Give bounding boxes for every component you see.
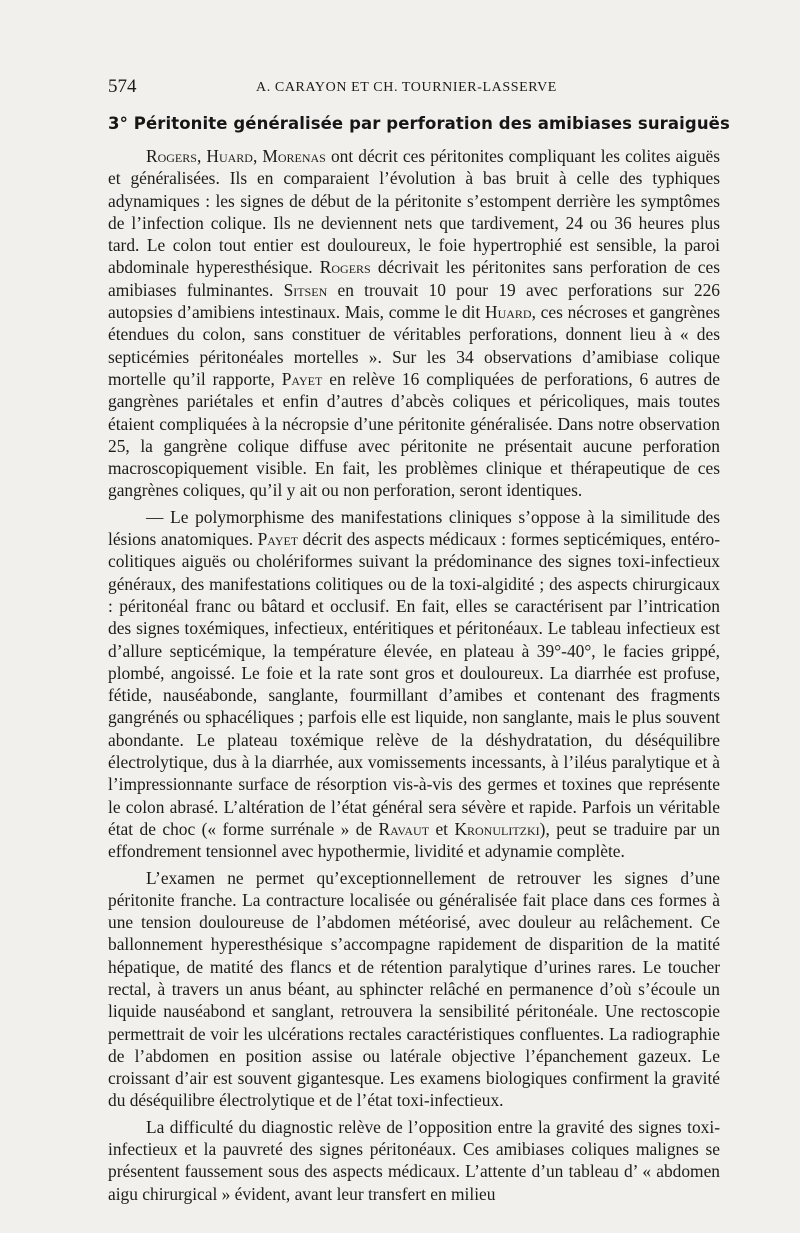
section-heading: 3° Péritonite généralisée par perforation des amibiases suraiguës [108, 114, 730, 133]
paragraph-2 [108, 506, 720, 863]
author-name: Rogers [146, 146, 197, 166]
paragraph-1 [108, 145, 720, 502]
author-name: Payet [281, 368, 323, 389]
text-run: en trouvait 10 pour 19 avec perforations sur 226 autopsies d’amibiens intestinaux. Mais, comme le dit [108, 279, 720, 323]
text-run: ont décrit ces péritonites compliquant les colites aiguës et généralisées. Ils en comparaient l’évolution à bas bruit à celle des typhiques adynamiques : les signes de début de la péritonite s’estompent derrière les symptômes de l’infection colique. Ils ne deviennent nets que tardivement, 24 ou 36 heures plus tard. Le colon tout entier est douloureux, le foie hypertrophié est sensible, la paroi abdominale hyperesthésique. [108, 146, 720, 278]
author-name: Huard [206, 146, 253, 166]
text-run: , ces nécroses et gangrènes étendues du colon, sans constituer de véritables perforations, donnent lieu à « des septicémies péritonéales mortelles ». Sur les 34 observations d’amibiase colique mortelle qu’il rapporte, [108, 302, 720, 389]
text-run: , [196, 146, 207, 166]
running-head: A. CARAYON ET CH. TOURNIER-LASSERVE [256, 80, 557, 95]
author-name: Ravaut [378, 818, 430, 839]
author-name: Rogers [319, 257, 371, 278]
paragraph-4 [108, 1116, 720, 1205]
text-run: ), peut se traduire par un effondrement tensionnel avec hypothermie, lividité et adynamie complète. [108, 818, 720, 862]
author-name: Morenas [262, 146, 326, 166]
author-name: Payet [257, 529, 299, 550]
author-name: Kronulitzki [454, 818, 540, 839]
page-number: 574 [108, 76, 137, 97]
body-text [108, 145, 720, 1209]
page-header [108, 76, 720, 102]
text-run: et [429, 818, 455, 839]
text-run: , [252, 146, 263, 166]
author-name: Huard [485, 302, 532, 323]
text-run: — Le polymorphisme des manifestations cliniques s’oppose à la similitude des lésions anatomiques. [108, 506, 720, 550]
text-run: L’examen ne permet qu’exceptionnellement de retrouver les signes d’une péritonite franche. La contracture localisée ou généralisée fait place dans ces formes à une tension douloureuse de l’abdomen météorisé, avec douleur au relâchement. Ce ballonnement hyperesthésique s’accompagne rapidement de disparition de la matité hépatique, de matité des flancs et de rétention paralytique d’urines rares. Le toucher rectal, à travers un anus béant, au sphincter relâché en permanence d’où s’écoule un liquide nauséabond et sanglant, retrouvera la sensibilité péritonéale. Une rectoscopie permettrait de voir les ulcérations rectales caractéristiques confluentes. La radiographie de l’abdomen en position assise ou latérale objective l’épanchement gazeux. Le croissant d’air est souvent gigantesque. Les examens biologiques confirment la gravité du déséquilibre électrolytique et de l’état toxi-infectieux. [108, 867, 720, 1111]
text-run: La difficulté du diagnostic relève de l’opposition entre la gravité des signes toxi-infectieux et la pauvreté des signes péritonéaux. Ces amibiases coliques malignes se présentent faussement sous des aspects médicaux. L’attente d’un tableau d’ « abdomen aigu chirurgical » évident, avant leur transfert en milieu [108, 1116, 720, 1204]
text-run: décrivait les péritonites sans perforation de ces amibiases fulminantes. [108, 257, 720, 300]
text-run: décrit des aspects médicaux : formes septicémiques, entéro-colitiques aiguës ou cholériformes suivant la prédominance des signes toxi-infectieux généraux, des manifestations colitiques ou de la toxi-algidité ; des aspects chirurgicaux : péritonéal franc ou bâtard et occlusif. En fait, elles se caractérisent par l’intrication des signes toxémiques, infectieux, entéritiques et péritonéaux. Le tableau infectieux est d’allure septicémique, la température élevée, en plateau à 39°-40°, le facies grippé, plombé, angoissé. Le foie et la rate sont gros et douloureux. La diarrhée est profuse, fétide, nauséabonde, sanglante, fourmillant d’amibes et contenant des fragments gangrénés ou sphacéliques ; parfois elle est liquide, non sanglante, mais le plus souvent abondante. Le plateau toxémique relève de la déshydratation, du déséquilibre électrolytique, dus à la diarrhée, aux vomissements incessants, à l’iléus paralytique et à l’impressionnante surface de résorption vis-à-vis des germes et toxines que représente le colon abrasé. L’altération de l’état général sera sévère et rapide. Parfois un véritable état de choc (« forme surrénale » de [108, 529, 721, 839]
text-run: en relève 16 compliquées de perforations, 6 autres de gangrènes pariétales et enfin d’autres d’abcès coliques et péricoliques, mais toutes étaient compliquées à la nécropsie d’une péritonite généralisée. Dans notre observation 25, la gangrène colique diffuse avec péritonite ne présentait aucune perforation macroscopiquement visible. En fait, les problèmes clinique et thérapeutique de ces gangrènes coliques, qu’il y ait ou non perforation, seront identiques. [108, 368, 720, 501]
paragraph-3 [108, 867, 720, 1112]
author-name: Sitsen [283, 279, 328, 300]
